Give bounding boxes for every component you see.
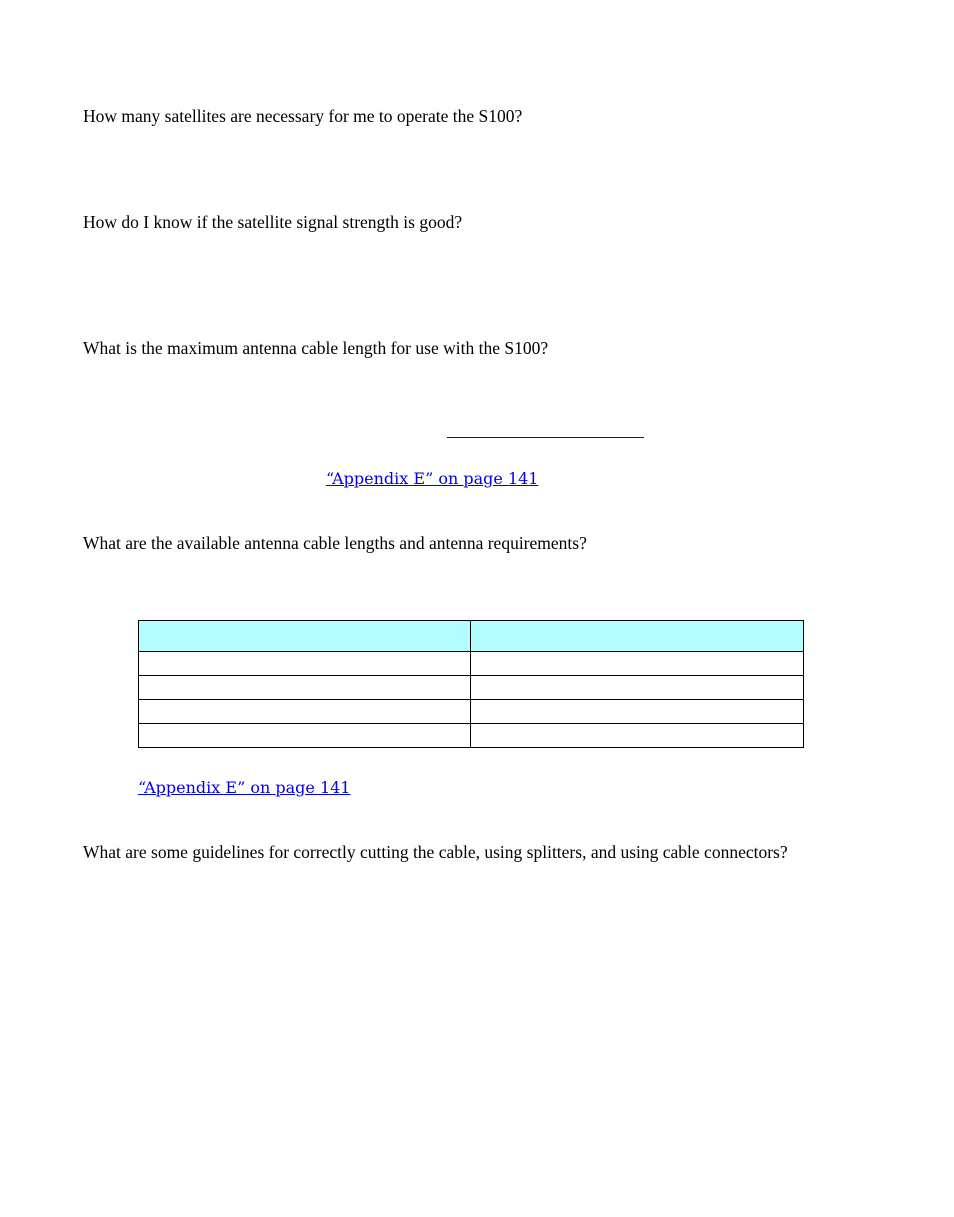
- table-header-cell: [139, 621, 471, 652]
- table-cell: [471, 724, 804, 748]
- table-row: [139, 676, 804, 700]
- table-row: [139, 652, 804, 676]
- table-row: [139, 724, 804, 748]
- table-cell: [139, 652, 471, 676]
- question-cable-guidelines: What are some guidelines for correctly cutting the cable, using splitters, and using cable connectors?: [83, 842, 788, 862]
- cable-lengths-table: [138, 620, 804, 748]
- table-cell: [471, 652, 804, 676]
- table-header-row: [139, 621, 804, 652]
- question-max-cable-length: What is the maximum antenna cable length for use with the S100?: [83, 338, 549, 358]
- table-cell: [139, 724, 471, 748]
- table-row: [139, 700, 804, 724]
- question-satellites-required: How many satellites are necessary for me to operate the S100?: [83, 106, 523, 126]
- link-underline-fragment: [447, 437, 644, 438]
- appendix-e-link[interactable]: “Appendix E” on page 141: [138, 778, 351, 797]
- appendix-e-link[interactable]: “Appendix E” on page 141: [326, 469, 539, 488]
- table-cell: [139, 676, 471, 700]
- table-cell: [471, 676, 804, 700]
- question-cable-lengths-requirements: What are the available antenna cable lengths and antenna requirements?: [83, 533, 587, 553]
- question-signal-strength: How do I know if the satellite signal strength is good?: [83, 212, 463, 232]
- table-cell: [139, 700, 471, 724]
- table-cell: [471, 700, 804, 724]
- table-header-cell: [471, 621, 804, 652]
